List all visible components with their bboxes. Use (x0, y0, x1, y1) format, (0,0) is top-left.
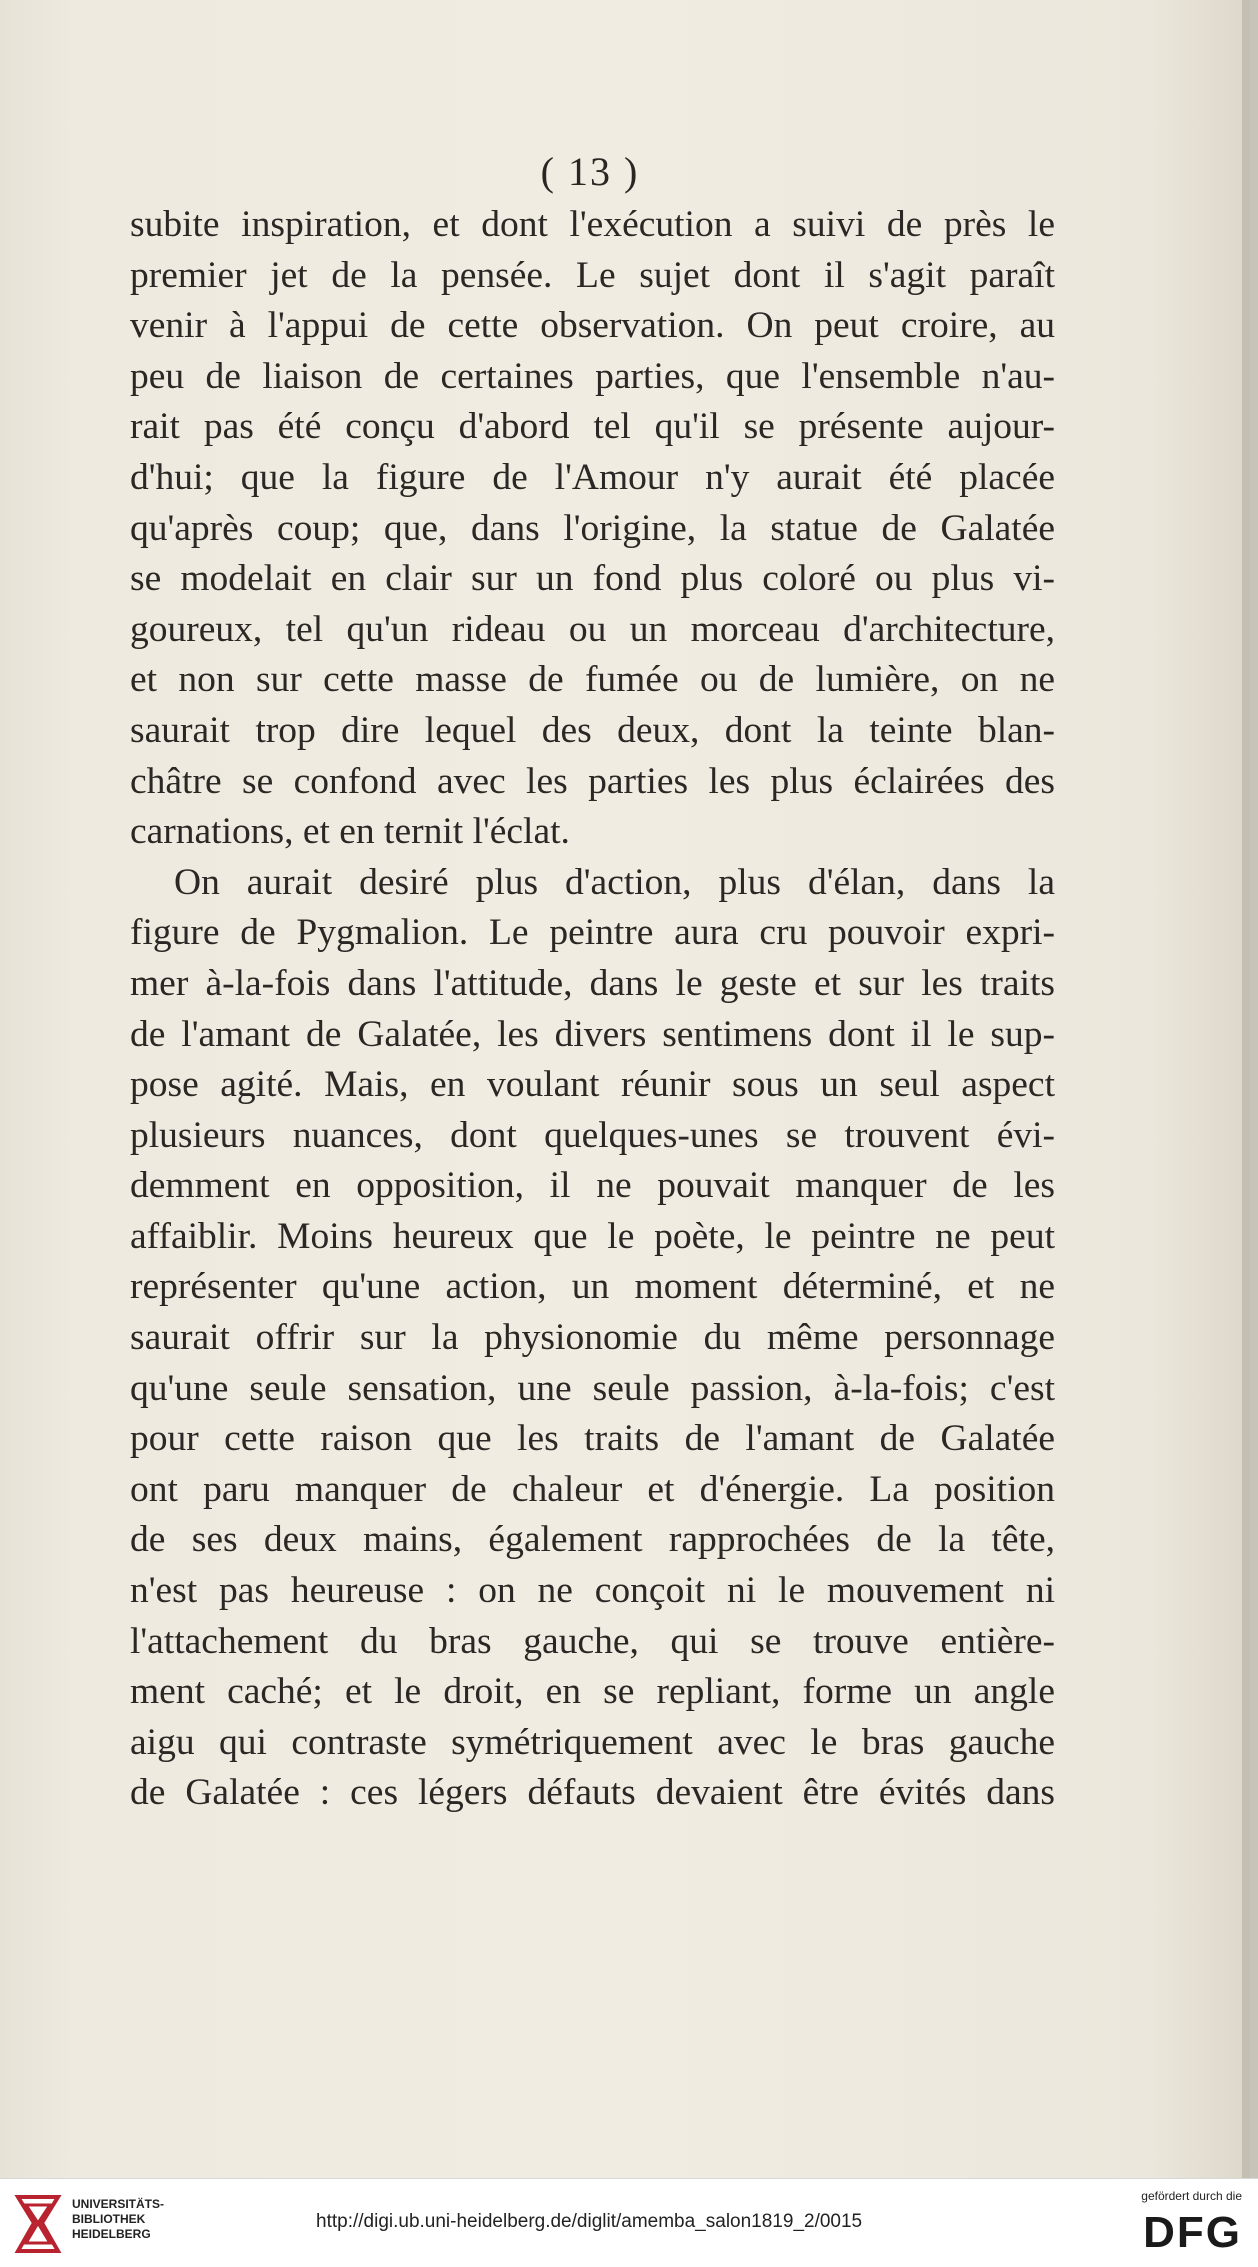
text-line: premier jet de la pensée. Le sujet dont il s'agit paraît (130, 254, 1055, 296)
text-line: qu'une seule sensation, une seule passion, à-la-fois; c'est (130, 1367, 1055, 1409)
text-line: demment en opposition, il ne pouvait manquer de les (130, 1165, 1055, 1207)
text-line: subite inspiration, et dont l'exécution a suivi de près le (130, 204, 1055, 245)
library-name-line: BIBLIOTHEK (72, 2212, 146, 2226)
text-line: représenter qu'une action, un moment déterminé, et ne (130, 1266, 1055, 1308)
body-text (130, 200, 1055, 1819)
text-line: rait pas été conçu d'abord tel qu'il se présente aujour- (130, 406, 1055, 448)
footer-bar (0, 2178, 1258, 2267)
text-line: et non sur cette masse de fumée ou de lumière, on ne (130, 659, 1055, 701)
library-name-line: UNIVERSITÄTS- (72, 2197, 165, 2211)
ub-heidelberg-logo-icon (12, 2193, 64, 2255)
text-line: peu de liaison de certaines parties, que l'ensemble n'au- (130, 355, 1055, 397)
text-line: mer à-la-fois dans l'attitude, dans le geste et sur les traits (130, 962, 1055, 1004)
text-line: châtre se confond avec les parties les plus éclairées des (130, 760, 1055, 802)
text-line: aigu qui contraste symétriquement avec le bras gauche (130, 1721, 1055, 1763)
page-edge (1242, 0, 1250, 2178)
text-line: se modelait en clair sur un fond plus coloré ou plus vi- (130, 558, 1055, 600)
library-name-line: HEIDELBERG (72, 2227, 151, 2241)
text-line: affaiblir. Moins heureux que le poète, le peintre ne peut (130, 1215, 1055, 1257)
text-line: venir à l'appui de cette observation. On peut croire, au (130, 305, 1055, 347)
text-line: figure de Pygmalion. Le peintre aura cru pouvoir expri- (130, 912, 1055, 954)
text-line: carnations, et en ternit l'éclat. (130, 811, 570, 853)
text-line: qu'après coup; que, dans l'origine, la statue de Galatée (130, 507, 1055, 549)
text-line: ont paru manquer de chaleur et d'énergie. La position (130, 1468, 1055, 1510)
text-line: de Galatée : ces légers défauts devaient être évités dans (130, 1772, 1055, 1814)
text-line: n'est pas heureuse : on ne conçoit ni le mouvement ni (130, 1570, 1055, 1612)
text-line: de l'amant de Galatée, les divers sentimens dont il le sup- (130, 1013, 1055, 1055)
page-number: ( 13 ) (540, 149, 640, 194)
text-line: l'attachement du bras gauche, qui se trouve entière- (130, 1620, 1055, 1662)
text-line: saurait offrir sur la physionomie du même personnage (130, 1317, 1055, 1359)
text-line: goureux, tel qu'un rideau ou un morceau d'architecture, (130, 608, 1055, 650)
text-line: de ses deux mains, également rapprochées de la tête, (130, 1519, 1055, 1561)
text-line: plusieurs nuances, dont quelques-unes se trouvent évi- (130, 1114, 1055, 1156)
text-line: ment caché; et le droit, en se repliant, forme un angle (130, 1671, 1055, 1713)
source-url-link[interactable]: http://digi.ub.uni-heidelberg.de/diglit/amemba_salon1819_2/0015 (316, 2211, 863, 2232)
text-line: saurait trop dire lequel des deux, dont la teinte blan- (130, 709, 1055, 751)
funded-by-label: gefördert durch die (1141, 2189, 1242, 2203)
text-line: d'hui; que la figure de l'Amour n'y aurait été placée (130, 456, 1055, 498)
dfg-logo: DFG (1143, 2208, 1242, 2257)
library-name (72, 2197, 164, 2242)
text-line: pose agité. Mais, en voulant réunir sous un seul aspect (130, 1064, 1055, 1106)
text-line: pour cette raison que les traits de l'amant de Galatée (130, 1418, 1055, 1460)
text-line: On aurait desiré plus d'action, plus d'élan, dans la (174, 861, 1055, 903)
